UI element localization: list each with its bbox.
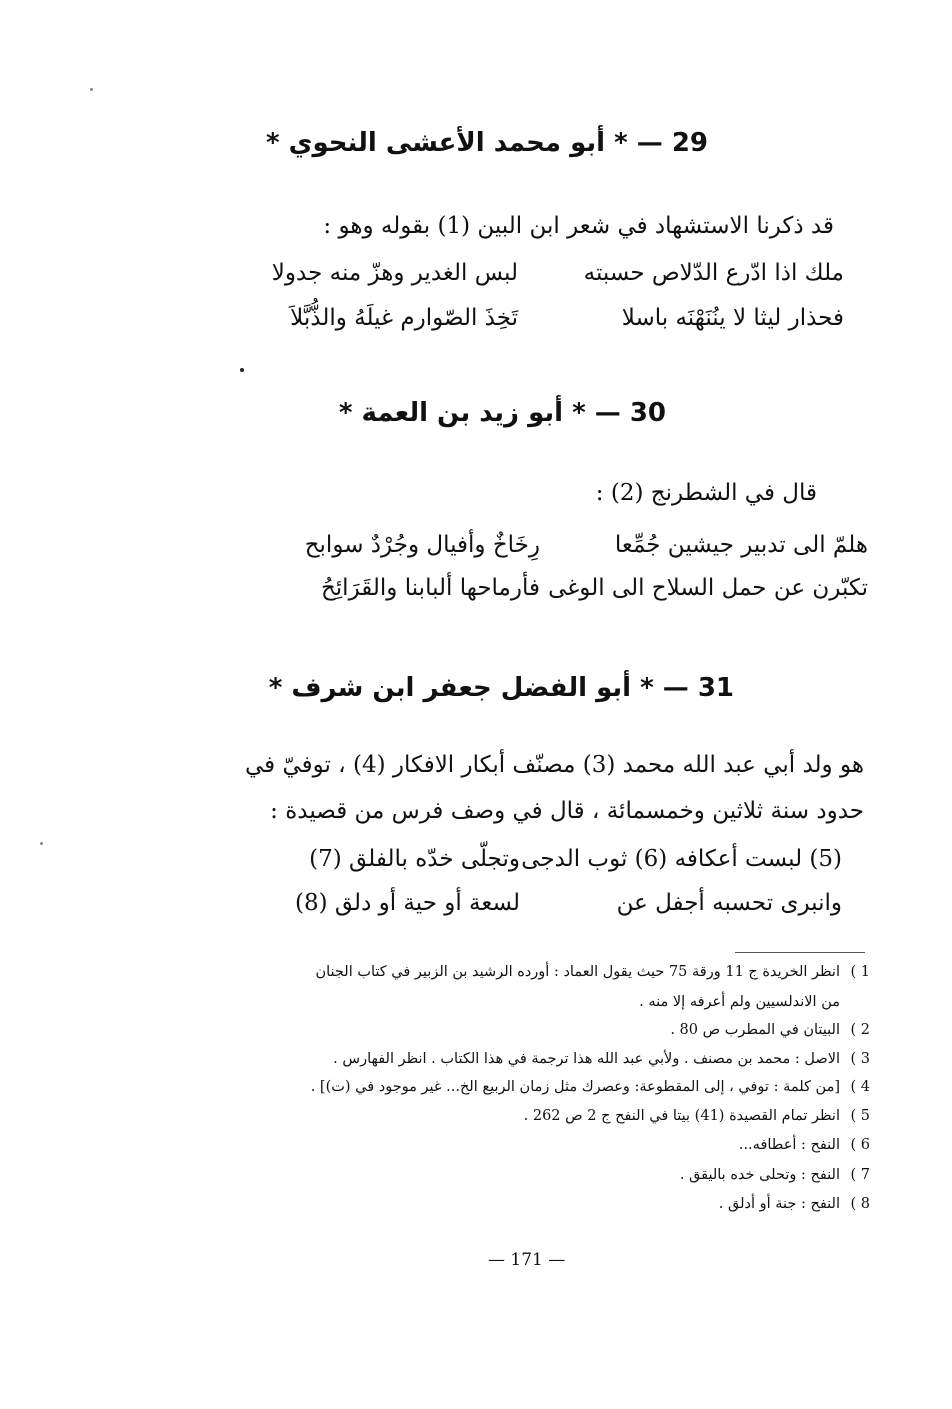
verse-hemistich-right: هلمّ الى تدبير جيشين جُمِّعا xyxy=(614,532,868,558)
footnote-number: 6 ) xyxy=(850,1137,870,1153)
verse-hemistich-left: لبس الغدير وهزّ منه جدولا xyxy=(271,260,518,286)
footnote-text: البيتان في المطرب ص 80 . xyxy=(670,1022,840,1038)
verse-hemistich-left: وتجلّى خدّه بالفلق (7) xyxy=(309,846,520,872)
verse-hemistich-right: وانبرى تحسبه أجفل عن xyxy=(616,890,842,916)
verse-hemistich-right: تكبّرن عن حمل السلاح الى الوغى xyxy=(548,575,868,601)
verse-hemistich-left: لسعة أو حية أو دلق (8) xyxy=(294,890,520,916)
footnote-text: انظر الخريدة ج 11 ورقة 75 حيث يقول العماد : أورده الرشيد بن الزبير في كتاب الجنان xyxy=(315,964,840,980)
footnote-text: النفح : وتحلى خده باليقق . xyxy=(679,1167,840,1183)
page-number: — 171 — xyxy=(488,1250,566,1270)
section-intro-29: قد ذكرنا الاستشهاد في شعر ابن البين (1) بقوله وهو : xyxy=(323,213,834,239)
section-heading-30: 30 — * أبو زيد بن العمة * xyxy=(338,398,666,428)
footnote-number: 7 ) xyxy=(850,1167,870,1183)
footnote-text: الاصل : محمد بن مصنف . ولأبي عبد الله هذا ترجمة في هذا الكتاب . انظر الفهارس . xyxy=(333,1051,840,1067)
footnote-text: انظر تمام القصيدة (41) بيتا في النفح ج 2 ص 262 . xyxy=(523,1108,840,1124)
verse-hemistich-right: (5) لبست أعكافه (6) ثوب الدجى xyxy=(521,846,842,872)
verse-hemistich-right: ملك اذا ادّرع الدّلاص حسبته xyxy=(583,260,844,286)
scan-speck xyxy=(90,88,93,91)
verse-hemistich-left: فأرماحها ألبابنا والقَرَائِحُ xyxy=(320,575,540,601)
section-heading-29: 29 — * أبو محمد الأعشى النحوي * xyxy=(266,128,708,158)
section-heading-31: 31 — * أبو الفضل جعفر ابن شرف * xyxy=(268,673,734,703)
verse-hemistich-right: فحذار ليثا لا ينُنَهْنَه باسلا xyxy=(621,305,844,331)
footnote-text: من الاندلسيين ولم أعرفه إلا منه . xyxy=(639,994,840,1010)
footnote-text: النفح : جنة أو أدلق . xyxy=(718,1196,840,1212)
section-intro-30: قال في الشطرنج (2) : xyxy=(595,480,817,506)
footnote-number: 5 ) xyxy=(850,1108,870,1124)
footnote-text: [من كلمة : توفي ، إلى المقطوعة: وعصرك مثل زمان الربيع الخ... غير موجود في (ت)] . xyxy=(310,1079,840,1095)
verse-hemistich-left: تَخِذَ الصّوارم غيلَهُ والذُّبَّلاَ xyxy=(290,305,518,331)
footnote-separator xyxy=(735,952,865,953)
section-intro-line-2: حدود سنة ثلاثين وخمسمائة ، قال في وصف فرس من قصيدة : xyxy=(270,798,864,824)
footnote-number: 4 ) xyxy=(850,1079,870,1095)
footnote-number: 2 ) xyxy=(850,1022,870,1038)
scan-speck xyxy=(240,368,244,372)
section-intro-line-1: هو ولد أبي عبد الله محمد (3) مصنّف أبكار الافكار (4) ، توفيّ في xyxy=(245,752,864,778)
scan-speck xyxy=(40,842,43,845)
footnote-text: النفح : أعطافه... xyxy=(738,1137,840,1153)
verse-hemistich-left: رِخَاخٌ وأفيال وجُرْدٌ سوابح xyxy=(304,532,540,558)
footnote-number: 3 ) xyxy=(850,1051,870,1067)
footnote-number: 8 ) xyxy=(850,1196,870,1212)
footnote-number: 1 ) xyxy=(850,964,870,980)
